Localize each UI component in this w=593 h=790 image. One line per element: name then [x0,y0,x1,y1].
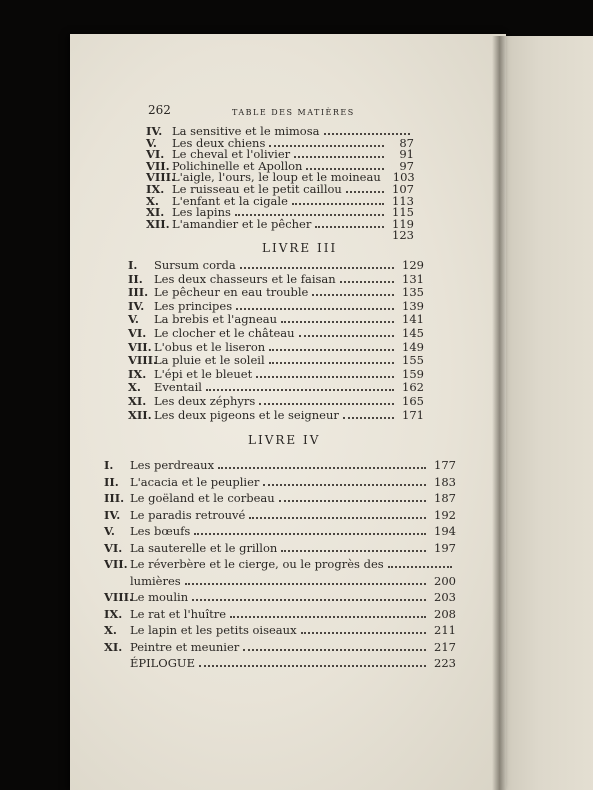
toc-entry-number: IX. [104,606,123,621]
toc-entry-title: L'obus et le liseron [154,339,266,354]
leader-dots [269,141,384,147]
leader-dots [230,612,426,618]
toc-entry-title: La sauterelle et le grillon [130,540,278,555]
toc-entry-page: 217 [434,639,456,654]
toc-entry-page: 200 [434,573,456,588]
toc-entry [104,524,456,538]
leader-dots [236,304,394,310]
toc-entry-title: La pluie et le soleil [154,353,265,368]
leader-dots [324,129,411,135]
toc-entry-number: VI. [146,147,165,162]
leader-dots [263,480,426,486]
leader-dots [279,496,426,502]
toc-entry [128,258,424,272]
leader-dots [306,164,384,170]
toc-entry-title: Les deux chiens [172,135,266,150]
leader-dots [388,562,452,568]
toc-entry-number: IX. [146,182,165,196]
toc-entry-number: XII. [146,216,170,231]
leader-dots [281,317,394,323]
toc-entry-title: Sursum corda [154,258,236,272]
toc-entry-number: VI. [128,326,147,340]
leader-dots [259,399,394,405]
toc-entry-title: L'amandier et le pêcher [172,216,312,231]
toc-entry-number: IV. [146,124,163,138]
toc-entry-title: Le moulin [130,590,189,604]
toc-entry-title: Le réverbère et le cierge, ou le progrès des [130,557,384,571]
toc-entry-number: X. [104,623,117,637]
toc-entry-title: L'aigle, l'ours, le loup et le moineau [172,170,381,185]
toc-entry [128,312,424,326]
toc-entry [128,285,424,299]
leader-dots [343,413,394,419]
toc-entry-title: Le goëland et le corbeau [130,491,275,505]
toc-entry-number: XII. [128,407,152,422]
toc-entry-title: L'enfant et la cigale [172,193,288,208]
toc-entry-page: 115 [392,205,414,220]
toc-entry-number: VIII. [128,353,158,368]
toc-entry-number: III. [104,491,125,505]
toc-entry-title: Les deux pigeons et le seigneur [154,407,339,422]
toc-entry-title: Le pêcheur en eau trouble [154,285,309,300]
toc-entry-page: 155 [402,353,424,368]
toc-entry-title: Les perdreaux [130,458,215,472]
leader-dots [294,152,384,158]
livre-iv-heading: LIVRE IV [248,433,321,447]
toc-entry-title: La brebis et l'agneau [154,312,278,327]
toc-entry [104,623,456,637]
toc-entry-title: ÉPILOGUE [130,656,196,670]
toc-entry-number: V. [128,312,139,327]
leader-dots [185,579,426,585]
toc-entry-number: VII. [128,339,152,354]
livre-iii-heading: LIVRE III [262,241,338,255]
leader-dots [301,628,426,634]
facing-page [500,36,593,790]
toc-entry-title: La sensitive et le mimosa [172,124,320,138]
book-gutter-shadow [492,36,506,790]
toc-entry-title: L'acacia et le peuplier [130,474,260,489]
toc-entry [104,607,456,621]
toc-entry-number: V. [104,524,115,538]
toc-entry-page: 177 [434,458,456,472]
toc-entry-page: 113 [392,193,414,208]
leader-dots [292,199,384,205]
toc-entry-number: V. [146,135,157,150]
leader-dots [199,661,426,667]
toc-entry-page: 131 [402,271,424,286]
toc-entry [128,340,424,354]
leader-dots [249,513,426,519]
toc-entry-page: 145 [402,326,424,340]
toc-entry-number: I. [104,458,114,472]
toc-entry-page: 171 [402,407,424,422]
toc-entry-page: 203 [434,590,456,604]
toc-entry-title: Eventail [154,380,202,395]
toc-entry-number: IV. [128,298,145,313]
toc-entry [104,508,456,522]
toc-entry-title: Les deux zéphyrs [154,394,256,408]
leader-dots [299,331,394,337]
toc-entry-number: VII. [104,557,128,571]
toc-entry-number: XI. [146,205,165,220]
toc-entry-number: VI. [104,540,123,555]
leader-dots [256,372,394,378]
toc-entry-number: I. [128,258,138,272]
leader-dots [346,187,384,193]
toc-entry-title: Le clocher et le château [154,326,295,340]
toc-entry [128,353,424,367]
toc-entry-page: 123 [392,228,414,243]
toc-entry [104,557,456,571]
toc-entry [104,475,456,489]
toc-entry-page: 162 [402,380,424,395]
toc-entry [104,541,456,555]
toc-entry-page: 187 [434,491,456,505]
toc-entry [104,491,456,505]
toc-entry-page: 223 [434,656,456,670]
toc-entry-page: 87 [399,135,414,150]
toc-entry-page: 183 [434,474,456,489]
toc-entry-title: L'épi et le bleuet [154,366,253,381]
toc-entry-page: 91 [399,147,414,162]
toc-entry-number: II. [104,474,119,489]
toc-entry [104,656,456,670]
leader-dots [235,210,384,216]
toc-entry-number: IV. [104,507,121,522]
toc-entry-page: 192 [434,507,456,522]
toc-entry-page: 139 [402,298,424,313]
toc-entry-page: 208 [434,606,456,621]
toc-entry-title: Le rat et l'huître [130,606,227,621]
toc-entry-page: 159 [402,366,424,381]
toc-entry-page: 211 [434,623,456,637]
toc-entry-page: 103 [392,170,415,185]
toc-entry-title: Polichinelle et Apollon [172,158,303,173]
running-head: TABLE DES MATIÈRES [232,108,355,117]
toc-entry-number: X. [146,193,159,208]
leader-dots [315,222,384,228]
toc-entry-title: Les deux chasseurs et le faisan [154,271,336,286]
leader-dots [192,595,426,601]
toc-entry-page: 97 [399,158,414,173]
leader-dots [218,463,426,469]
toc-entry [128,299,424,313]
toc-entry-title: Les principes [154,298,233,313]
toc-entry-page: 141 [402,312,424,327]
toc-entry-number: II. [128,271,143,286]
leader-dots [206,385,394,391]
toc-entry-page: 165 [402,394,424,408]
toc-entry-title: Le cheval et l'olivier [172,147,291,162]
toc-entry-page: 197 [434,540,456,555]
toc-entry-page: 119 [392,216,414,231]
toc-entry [128,408,424,422]
toc-entry [104,590,456,604]
toc-entry-number: VII. [146,158,170,173]
leader-dots [243,645,426,651]
toc-entry-number: XI. [104,639,123,654]
toc-entry-title: Les lapins [172,205,231,220]
toc-entry-number: III. [128,285,149,300]
toc-entry [128,394,424,408]
leader-dots [194,529,426,535]
toc-entry-page: 194 [434,524,456,538]
leader-dots [240,263,394,269]
toc-entry-page: 135 [402,285,424,300]
toc-entry-number: VIII. [146,170,176,185]
leader-dots [312,290,394,296]
toc-entry-title: Le paradis retrouvé [130,507,246,522]
toc-entry [128,272,424,286]
toc-entry [128,326,424,340]
toc-entry-number: XI. [128,394,147,408]
toc-entry [104,640,456,654]
leader-dots [269,345,394,351]
toc-entry [104,458,456,472]
leader-dots [269,358,394,364]
toc-entry-title: lumières [130,573,181,588]
toc-entry-title: Les bœufs [130,524,191,538]
toc-entry-number: X. [128,380,141,395]
toc-entry [128,367,424,381]
leader-dots [340,277,394,283]
toc-entry-title: Peintre et meunier [130,639,240,654]
toc-entry-number: VIII. [104,590,134,604]
toc-entry-page: 129 [402,258,424,272]
toc-entry-title: Le ruisseau et le petit caillou [172,182,342,196]
toc-entry [128,380,424,394]
toc-entry-title: Le lapin et les petits oiseaux [130,623,297,637]
toc-entry-page: 107 [392,182,414,196]
toc-entry [104,574,456,588]
leader-dots [281,546,426,552]
page-number: 262 [148,103,171,117]
toc-entry-page: 149 [402,339,424,354]
toc-entry-number: IX. [128,366,147,381]
